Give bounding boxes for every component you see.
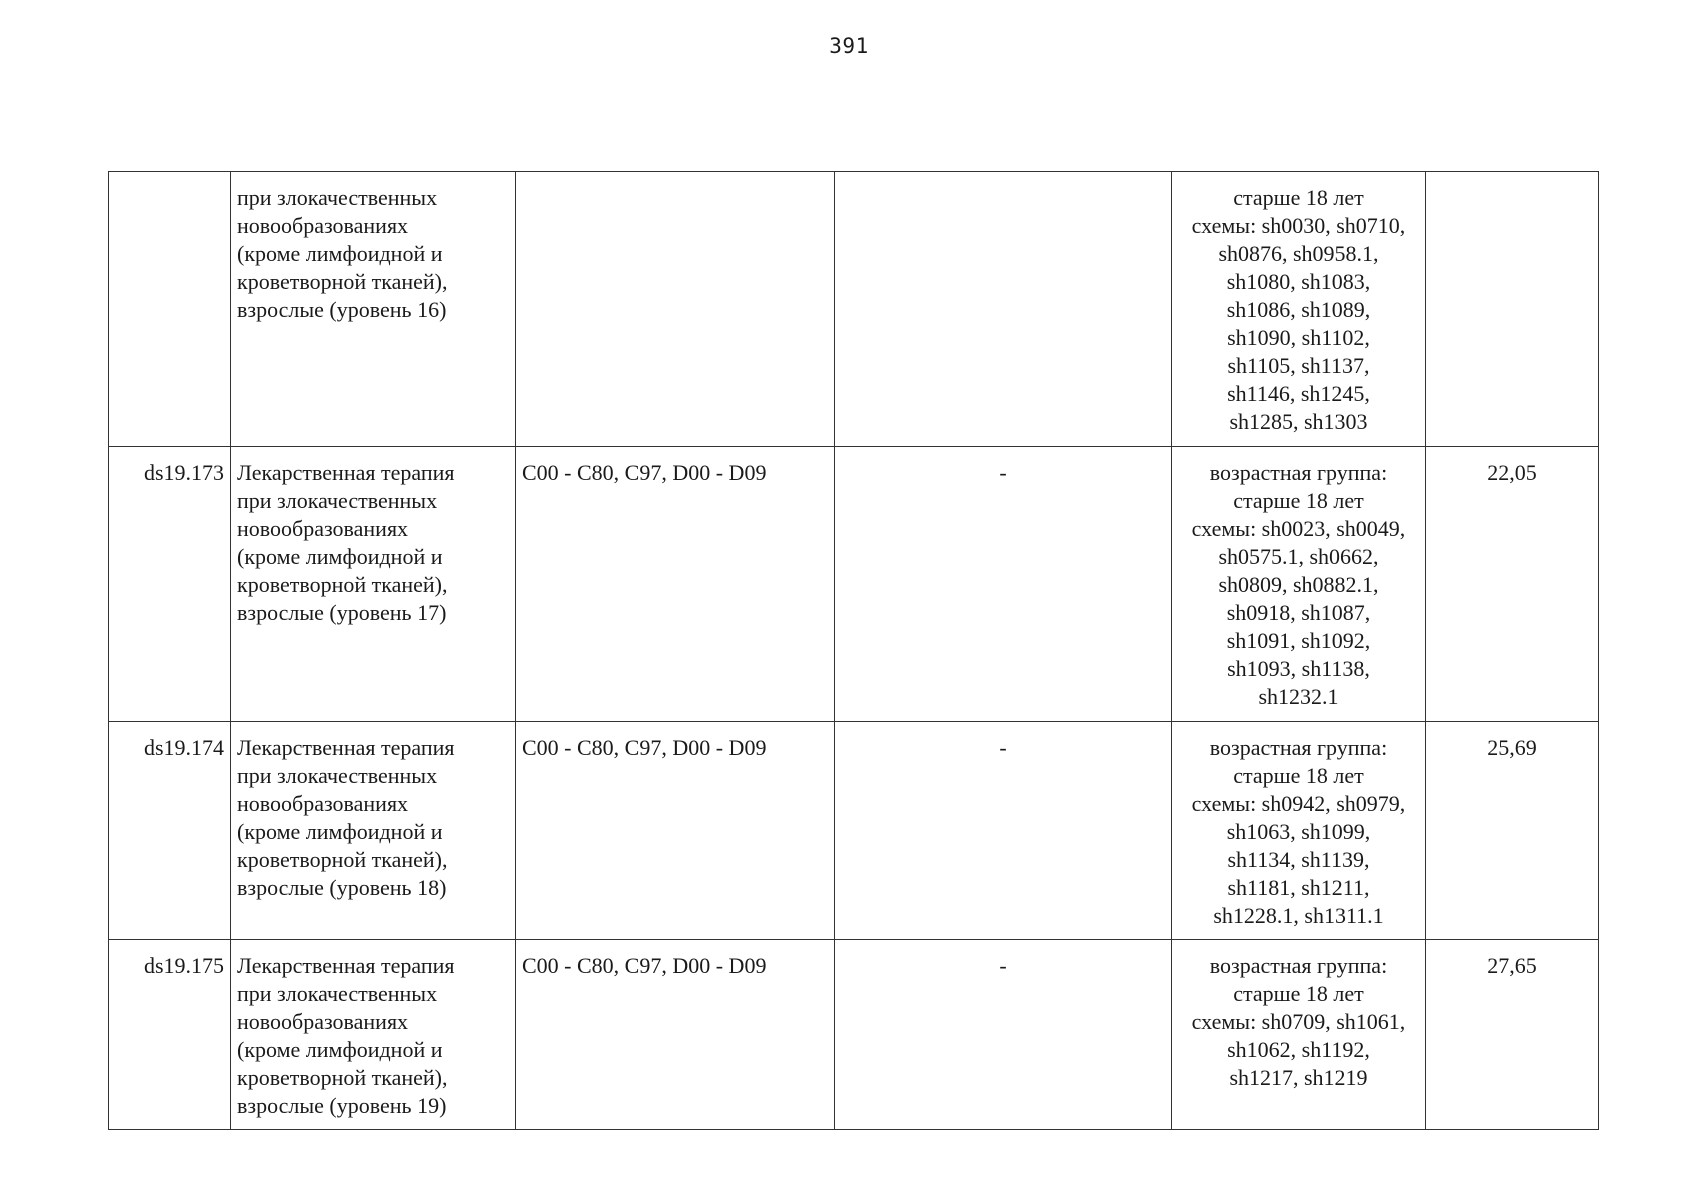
name-line: при злокачественных bbox=[237, 488, 438, 513]
criteria-line: sh1091, sh1092, bbox=[1226, 628, 1371, 653]
criteria-line: старше 18 лет bbox=[1233, 763, 1364, 788]
name-line: новообразованиях bbox=[237, 1009, 409, 1034]
criteria-line: возрастная группа: bbox=[1209, 953, 1388, 978]
cell-service-codes bbox=[835, 172, 1172, 447]
cell-criteria bbox=[1172, 940, 1426, 1130]
cell-diagnosis-codes bbox=[516, 172, 835, 447]
name-line: при злокачественных bbox=[237, 185, 438, 210]
criteria-line: старше 18 лет bbox=[1233, 185, 1364, 210]
cell-name bbox=[231, 172, 516, 447]
cell-coefficient: 25,69 bbox=[1426, 722, 1599, 940]
criteria-line: sh1232.1 bbox=[1258, 684, 1339, 709]
cell-coefficient: 27,65 bbox=[1426, 940, 1599, 1130]
name-line: взрослые (уровень 17) bbox=[237, 600, 447, 625]
name-line: кроветворной тканей), bbox=[237, 269, 448, 294]
name-line: Лекарственная терапия bbox=[237, 460, 455, 485]
criteria-line: sh0575.1, sh0662, bbox=[1218, 544, 1379, 569]
name-line: кроветворной тканей), bbox=[237, 1065, 448, 1090]
name-line: Лекарственная терапия bbox=[237, 735, 455, 760]
name-line: взрослые (уровень 18) bbox=[237, 875, 447, 900]
criteria-line: sh1093, sh1138, bbox=[1227, 656, 1370, 681]
criteria-line: sh1063, sh1099, bbox=[1226, 819, 1371, 844]
cell-criteria bbox=[1172, 172, 1426, 447]
name-line: при злокачественных bbox=[237, 763, 438, 788]
cell-service-codes: - bbox=[835, 447, 1172, 722]
cell-coefficient bbox=[1426, 172, 1599, 447]
criteria-line: sh1080, sh1083, bbox=[1226, 269, 1371, 294]
criteria-line: sh0876, sh0958.1, bbox=[1218, 241, 1379, 266]
criteria-line: sh0809, sh0882.1, bbox=[1218, 572, 1379, 597]
name-line: (кроме лимфоидной и bbox=[237, 544, 443, 569]
criteria-line: sh1228.1, sh1311.1 bbox=[1213, 903, 1384, 928]
criteria-line: sh1086, sh1089, bbox=[1226, 297, 1371, 322]
cell-name bbox=[231, 447, 516, 722]
name-line: кроветворной тканей), bbox=[237, 847, 448, 872]
name-line: новообразованиях bbox=[237, 213, 409, 238]
table-row bbox=[109, 172, 1599, 447]
table-row bbox=[109, 940, 1599, 1130]
name-line: взрослые (уровень 19) bbox=[237, 1093, 447, 1118]
criteria-line: sh1134, sh1139, bbox=[1227, 847, 1370, 872]
name-line: (кроме лимфоидной и bbox=[237, 241, 443, 266]
criteria-line: возрастная группа: bbox=[1209, 460, 1388, 485]
cell-code: ds19.174 bbox=[109, 722, 231, 940]
cell-code: ds19.173 bbox=[109, 447, 231, 722]
criteria-line: sh1217, sh1219 bbox=[1229, 1065, 1368, 1090]
criteria-line: схемы: sh0023, sh0049, bbox=[1191, 516, 1406, 541]
table-body bbox=[109, 172, 1599, 1130]
criteria-line: схемы: sh0709, sh1061, bbox=[1191, 1009, 1406, 1034]
cell-diagnosis-codes: C00 - C80, C97, D00 - D09 bbox=[516, 722, 835, 940]
criteria-line: схемы: sh0030, sh0710, bbox=[1191, 213, 1406, 238]
cell-criteria bbox=[1172, 447, 1426, 722]
name-line: взрослые (уровень 16) bbox=[237, 297, 447, 322]
criteria-line: sh1181, sh1211, bbox=[1227, 875, 1370, 900]
name-line: новообразованиях bbox=[237, 516, 409, 541]
name-line: (кроме лимфоидной и bbox=[237, 819, 443, 844]
criteria-line: sh0918, sh1087, bbox=[1226, 600, 1371, 625]
cell-coefficient: 22,05 bbox=[1426, 447, 1599, 722]
criteria-line: sh1285, sh1303 bbox=[1229, 409, 1368, 434]
criteria-line: sh1062, sh1192, bbox=[1227, 1037, 1370, 1062]
cell-code: ds19.175 bbox=[109, 940, 231, 1130]
criteria-line: схемы: sh0942, sh0979, bbox=[1191, 791, 1406, 816]
name-line: Лекарственная терапия bbox=[237, 953, 455, 978]
cell-diagnosis-codes: C00 - C80, C97, D00 - D09 bbox=[516, 940, 835, 1130]
name-line: (кроме лимфоидной и bbox=[237, 1037, 443, 1062]
name-line: кроветворной тканей), bbox=[237, 572, 448, 597]
criteria-line: sh1090, sh1102, bbox=[1227, 325, 1370, 350]
cell-criteria bbox=[1172, 722, 1426, 940]
cell-diagnosis-codes: C00 - C80, C97, D00 - D09 bbox=[516, 447, 835, 722]
tariff-table bbox=[108, 171, 1599, 1130]
criteria-line: sh1146, sh1245, bbox=[1227, 381, 1370, 406]
criteria-line: старше 18 лет bbox=[1233, 488, 1364, 513]
cell-name bbox=[231, 940, 516, 1130]
criteria-line: возрастная группа: bbox=[1209, 735, 1388, 760]
name-line: при злокачественных bbox=[237, 981, 438, 1006]
table-row bbox=[109, 447, 1599, 722]
table-row bbox=[109, 722, 1599, 940]
cell-name bbox=[231, 722, 516, 940]
criteria-line: старше 18 лет bbox=[1233, 981, 1364, 1006]
cell-service-codes: - bbox=[835, 722, 1172, 940]
cell-service-codes: - bbox=[835, 940, 1172, 1130]
name-line: новообразованиях bbox=[237, 791, 409, 816]
criteria-line: sh1105, sh1137, bbox=[1227, 353, 1370, 378]
page-number: 391 bbox=[829, 34, 869, 58]
cell-code bbox=[109, 172, 231, 447]
